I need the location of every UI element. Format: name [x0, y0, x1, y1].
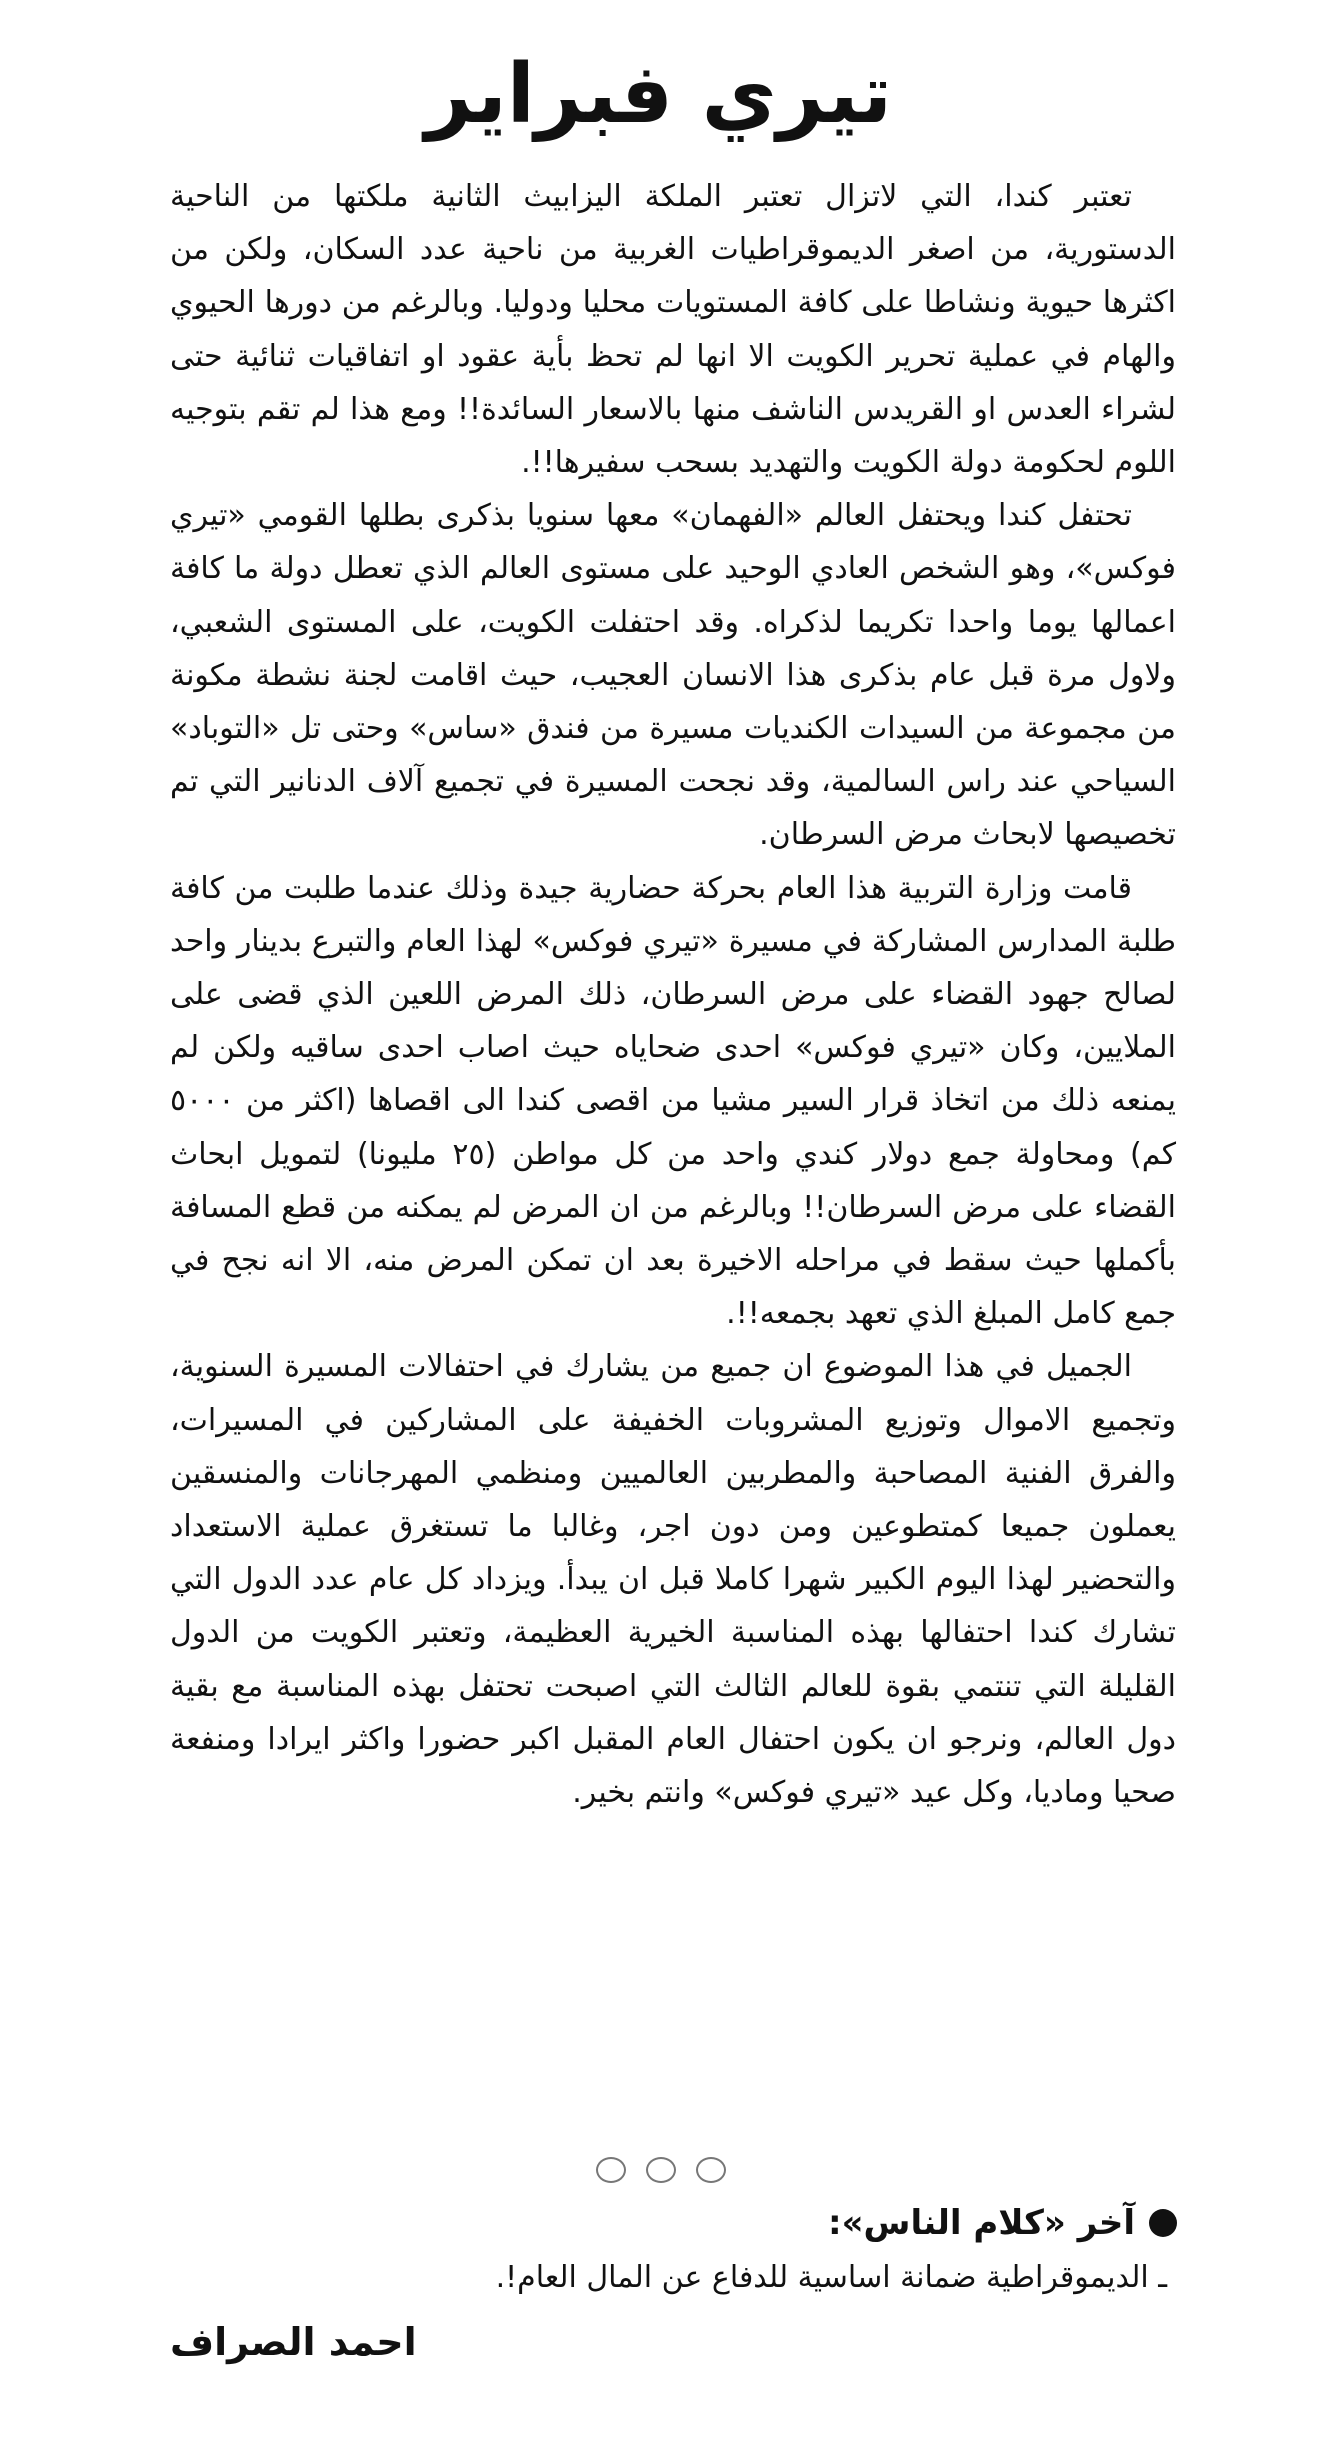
- separator-circle: [646, 2157, 676, 2183]
- article-title: تيري فبراير: [424, 47, 893, 142]
- separator-circle: [596, 2157, 626, 2183]
- article-paragraph: تعتبر كندا، التي لاتزال تعتبر الملكة اليزابيث الثانية ملكتها من الناحية الدستورية، من اصغر الديموقراطيات الغربية من ناحية عدد السكان، ولكن من اكثرها حيوية ونشاطا على كافة المستويات محليا ودوليا. وبالرغم من دورها الحيوي والهام في عملية تحرير الكويت الا انها لم تحظ بأية عقود او اتفاقيات ثنائية حتى لشراء العدس او القريدس الناشف منها بالاسعار السائدة!! ومع هذا لم تقم بتوجيه اللوم لحكومة دولة الكويت والتهديد بسحب سفيرها!!.: [170, 179, 1176, 481]
- article-paragraph: تحتفل كندا ويحتفل العالم «الفهمان» معها سنويا بذكرى بطلها القومي «تيري فوكس»، وهو الشخص العادي الوحيد على مستوى العالم الذي تعطل دولة ما كافة اعمالها يوما واحدا تكريما لذكراه. وقد احتفلت الكويت، على المستوى الشعبي، ولاول مرة قبل عام بذكرى هذا الانسان العجيب، حيث اقامت لجنة نشطة مكونة من مجموعة من السيدات الكنديات مسيرة من فندق «ساس» وحتى تل «التوباد» السياحي عند راس السالمية، وقد نجحت المسيرة في تجميع آلاف الدنانير التي تم تخصيصها لابحاث مرض السرطان.: [170, 498, 1176, 853]
- article-paragraph: قامت وزارة التربية هذا العام بحركة حضارية جيدة وذلك عندما طلبت من كافة طلبة المدارس المشاركة في مسيرة «تيري فوكس» لهذا العام والتبرع بدينار واحد لصالح جهود القضاء على مرض السرطان، ذلك المرض اللعين الذي قضى على الملايين، وكان «تيري فوكس» احدى ضحاياه حيث اصاب احدى ساقيه ولكن لم يمنعه ذلك من اتخاذ قرار السير مشيا من اقصى كندا الى اقصاها (اكثر من ٥٠٠٠ كم) ومحاولة جمع دولار كندي واحد من كل مواطن (٢٥ مليونا) لتمويل ابحاث القضاء على مرض السرطان!! وبالرغم من ان المرض لم يمكنه من قطع المسافة بأكملها حيث سقط في مراحله الاخيرة بعد ان تمكن المرض منه، الا انه نجح في جمع كامل المبلغ الذي تعهد بجمعه!!.: [170, 870, 1176, 1332]
- section-separator-icon: [596, 2155, 726, 2185]
- article-paragraph: الجميل في هذا الموضوع ان جميع من يشارك في احتفالات المسيرة السنوية، وتجميع الاموال وتوزيع المشروبات الخفيفة على المشاركين في المسيرات، والفرق الفنية المصاحبة والمطربين العالميين ومنظمي المهرجانات والمنسقين يعملون جميعا كمتطوعين ومن دون اجر، وغالبا ما تستغرق عملية الاستعداد والتحضير لهذا اليوم الكبير شهرا كاملا قبل ان يبدأ. ويزداد كل عام عدد الدول التي تشارك كندا احتفالها بهذه المناسبة الخيرية العظيمة، وتعتبر الكويت من الدول القليلة التي تنتمي بقوة للعالم الثالث التي اصبحت تحتفل بهذه المناسبة مع بقية دول العالم، ونرجو ان يكون احتفال العام المقبل اكبر حضورا واكثر ايرادا ومنفعة صحيا وماديا، وكل عيد «تيري فوكس» وانتم بخير.: [170, 1349, 1176, 1811]
- closing-section-heading: [828, 2196, 1177, 2250]
- closing-heading-text: آخر «كلام الناس»:: [828, 2203, 1135, 2243]
- bullet-icon: [1149, 2209, 1177, 2237]
- author-name: احمد الصراف: [170, 2320, 417, 2364]
- closing-quote: ـ الديموقراطية ضمانة اساسية للدفاع عن المال العام!.: [495, 2260, 1167, 2295]
- separator-circle: [696, 2157, 726, 2183]
- article-body: [170, 170, 1176, 1819]
